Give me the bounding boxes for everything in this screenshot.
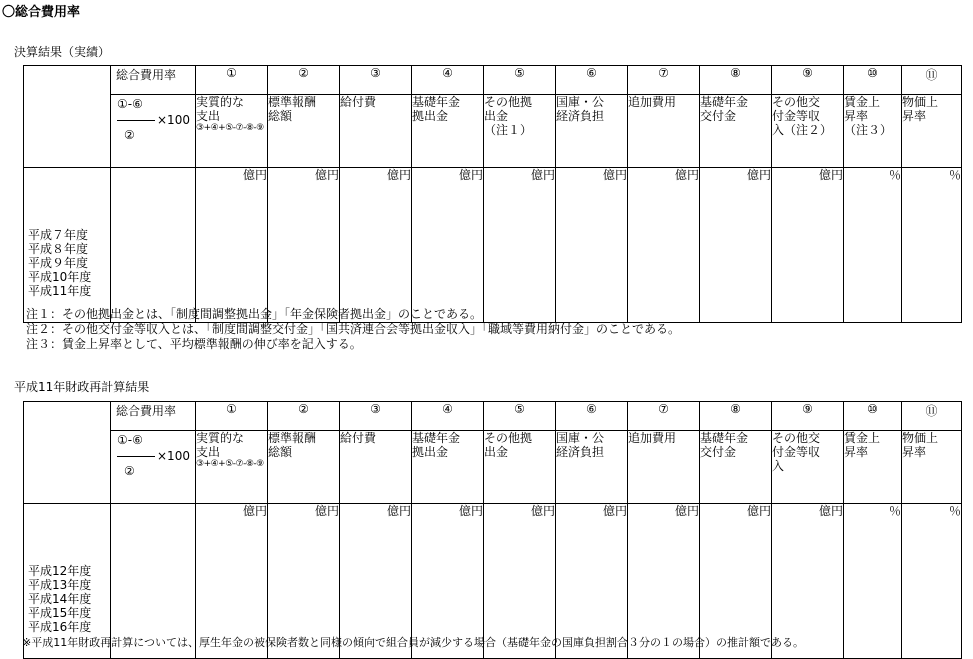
year-label: 平成10年度 <box>28 270 92 284</box>
col-header <box>700 95 772 168</box>
unit-cell: 億円 <box>196 168 268 323</box>
corner-cell <box>24 66 111 168</box>
col-header <box>902 431 962 504</box>
col-label: 追加費用 <box>628 95 677 109</box>
col-label: 物価上 <box>902 431 939 445</box>
year-label: 平成７年度 <box>28 228 89 242</box>
col-num: ⑧ <box>700 66 772 95</box>
col-num: ⑨ <box>772 66 844 95</box>
col-label: 総額 <box>268 445 293 459</box>
col-label: 出金 <box>484 109 509 123</box>
col-num: ⑪ <box>902 402 962 431</box>
section2-title: 平成11年財政再計算結果 <box>14 380 150 394</box>
col-num: ② <box>268 402 340 431</box>
note-line: 注３：賃金上昇率として、平均標準報酬の伸び率を記入する。 <box>26 337 362 351</box>
unit-cell: 億円 <box>268 504 340 659</box>
unit-cell: ％ <box>844 168 902 323</box>
col-label: 国庫・公 <box>556 431 605 445</box>
unit-cell: 億円 <box>484 168 556 323</box>
col-label: 入（注２） <box>772 123 833 137</box>
year-label: 平成８年度 <box>28 242 89 256</box>
col-header <box>700 431 772 504</box>
col-num: ⑨ <box>772 402 844 431</box>
formula-multiplier: ×100 <box>157 449 190 463</box>
col-label: 昇率 <box>844 445 869 459</box>
unit-cell: 億円 <box>556 168 628 323</box>
col-header <box>268 95 340 168</box>
col-label: その他拠 <box>484 95 533 109</box>
col-label: 交付金 <box>700 109 737 123</box>
col-num: ① <box>196 66 268 95</box>
col-label: 昇率 <box>902 109 927 123</box>
col-header <box>196 95 268 168</box>
col-label: 経済負担 <box>556 109 605 123</box>
col-num: ① <box>196 402 268 431</box>
col-header <box>412 95 484 168</box>
col-num: ⑤ <box>484 66 556 95</box>
year-label: 平成11年度 <box>28 284 92 298</box>
col-num: ⑪ <box>902 66 962 95</box>
unit-cell: ％ <box>902 168 962 323</box>
formula-cell <box>111 95 196 168</box>
col-label: 標準報酬 <box>268 431 317 445</box>
col-num: ⑧ <box>700 402 772 431</box>
unit-cell: 億円 <box>412 168 484 323</box>
col-label: 支出 <box>196 445 221 459</box>
results-table-2 <box>23 401 962 659</box>
notes <box>26 307 680 352</box>
col-label: 出金 <box>484 445 509 459</box>
year-label: 平成14年度 <box>28 592 92 606</box>
col-label: 基礎年金 <box>412 95 461 109</box>
col-num: ④ <box>412 66 484 95</box>
unit-cell: 億円 <box>628 504 700 659</box>
col-label: 交付金 <box>700 445 737 459</box>
unit-cell: 億円 <box>196 504 268 659</box>
col-num: ② <box>268 66 340 95</box>
col-label: 昇率 <box>844 109 869 123</box>
col-header <box>772 95 844 168</box>
rate-value-cell <box>111 168 196 323</box>
col-note: （注３） <box>844 123 893 137</box>
col-header <box>484 95 556 168</box>
year-label: 平成12年度 <box>28 564 92 578</box>
rate-header: 総合費用率 <box>111 66 196 95</box>
col-header <box>340 431 412 504</box>
col-label: その他拠 <box>484 431 533 445</box>
col-num: ⑦ <box>628 402 700 431</box>
col-label: 昇率 <box>902 445 927 459</box>
formula-multiplier: ×100 <box>157 113 190 127</box>
col-header <box>844 431 902 504</box>
col-header <box>340 95 412 168</box>
tiny-formula: ③+④+⑤-⑦-⑧-⑨ <box>196 459 264 469</box>
col-label: 賃金上 <box>844 431 881 445</box>
fraction-line <box>117 120 155 121</box>
col-label: 追加費用 <box>628 431 677 445</box>
col-num: ③ <box>340 66 412 95</box>
corner-cell <box>24 402 111 504</box>
unit-cell: 億円 <box>772 504 844 659</box>
col-header <box>628 95 700 168</box>
col-num: ③ <box>340 402 412 431</box>
col-label: 入 <box>772 459 785 473</box>
col-num: ⑩ <box>844 402 902 431</box>
col-label: 実質的な <box>196 95 245 109</box>
fraction-line <box>117 456 155 457</box>
col-header <box>196 431 268 504</box>
col-label: 拠出金 <box>412 445 449 459</box>
unit-cell: 億円 <box>268 168 340 323</box>
col-label: 給付費 <box>340 95 377 109</box>
col-num: ⑥ <box>556 402 628 431</box>
col-label: 国庫・公 <box>556 95 605 109</box>
col-label: 基礎年金 <box>412 431 461 445</box>
col-header <box>484 431 556 504</box>
note-line: 注１：その他拠出金とは、「制度間調整拠出金」「年金保険者拠出金」のことである。 <box>26 307 483 321</box>
year-label: 平成15年度 <box>28 606 92 620</box>
col-header <box>412 431 484 504</box>
col-num: ⑤ <box>484 402 556 431</box>
col-label: 付金等収 <box>772 109 821 123</box>
formula-denominator: ② <box>124 128 135 142</box>
col-label: 賃金上 <box>844 95 881 109</box>
col-label: その他交 <box>772 431 821 445</box>
unit-cell: ％ <box>844 504 902 659</box>
col-num: ⑩ <box>844 66 902 95</box>
col-header <box>556 95 628 168</box>
col-label: 実質的な <box>196 431 245 445</box>
year-list <box>24 168 111 323</box>
col-label: 給付費 <box>340 431 377 445</box>
unit-cell: 億円 <box>700 504 772 659</box>
col-header <box>772 431 844 504</box>
unit-cell: 億円 <box>484 504 556 659</box>
section1-title: 決算結果（実績） <box>14 45 111 59</box>
unit-cell: 億円 <box>772 168 844 323</box>
col-num: ④ <box>412 402 484 431</box>
col-num: ⑥ <box>556 66 628 95</box>
col-label: 基礎年金 <box>700 431 749 445</box>
footnote: ※平成11年財政再計算については、厚生年金の被保険者数と同様の傾向で組合員が減少する場合（基礎年金の国庫負担割合３分の１の場合）の推計額である。 <box>22 636 804 649</box>
col-note: （注１） <box>484 123 533 137</box>
unit-cell: ％ <box>902 504 962 659</box>
page-title: 〇総合費用率 <box>2 5 81 20</box>
unit-cell: 億円 <box>412 504 484 659</box>
unit-cell: 億円 <box>556 504 628 659</box>
col-header <box>844 95 902 168</box>
unit-cell: 億円 <box>340 504 412 659</box>
formula-cell <box>111 431 196 504</box>
col-header <box>628 431 700 504</box>
year-label: 平成16年度 <box>28 620 92 634</box>
year-label: 平成13年度 <box>28 578 92 592</box>
year-label: 平成９年度 <box>28 256 89 270</box>
col-header <box>902 95 962 168</box>
col-header <box>268 431 340 504</box>
results-table-1 <box>23 65 962 323</box>
col-label: 基礎年金 <box>700 95 749 109</box>
formula-denominator: ② <box>124 464 135 478</box>
tiny-formula: ③+④+⑤-⑦-⑧-⑨ <box>196 123 264 133</box>
col-label: 拠出金 <box>412 109 449 123</box>
col-num: ⑦ <box>628 66 700 95</box>
unit-cell: 億円 <box>700 168 772 323</box>
formula-numerator: ①-⑥ <box>117 433 143 447</box>
unit-cell: 億円 <box>628 168 700 323</box>
col-label: 標準報酬 <box>268 95 317 109</box>
note-line: 注２：その他交付金等収入とは、「制度間調整交付金」「国共済連合会等拠出金収入」「職域等費用納付金」のことである。 <box>26 322 681 336</box>
rate-header: 総合費用率 <box>111 402 196 431</box>
col-label: 付金等収 <box>772 445 821 459</box>
col-header <box>556 431 628 504</box>
col-label: 総額 <box>268 109 293 123</box>
unit-cell: 億円 <box>340 168 412 323</box>
col-label: 経済負担 <box>556 445 605 459</box>
formula-numerator: ①-⑥ <box>117 97 143 111</box>
col-label: その他交 <box>772 95 821 109</box>
col-label: 支出 <box>196 109 221 123</box>
col-label: 物価上 <box>902 95 939 109</box>
